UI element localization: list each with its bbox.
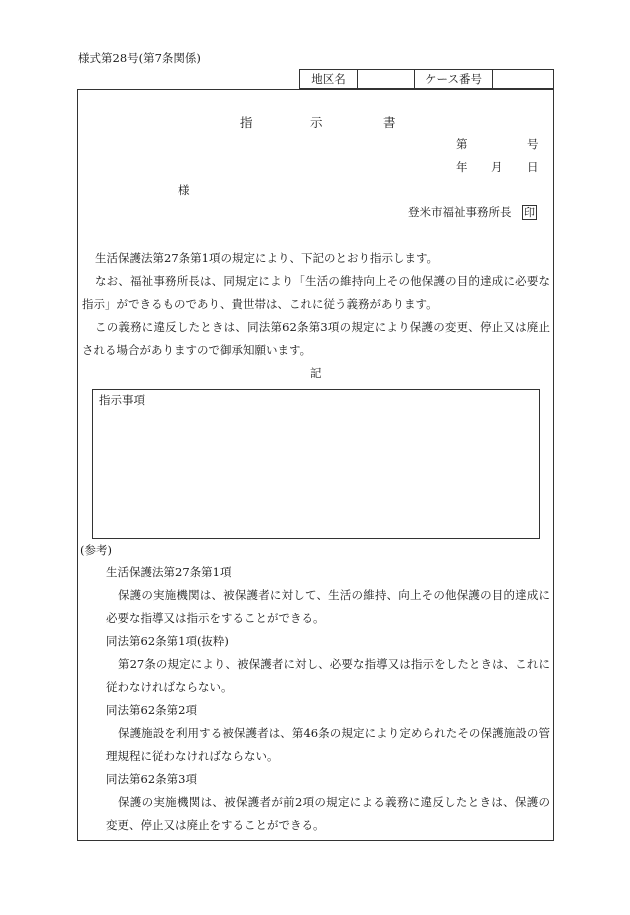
number-suffix: 号 <box>527 137 539 151</box>
ki-heading: 記 <box>310 366 322 380</box>
form-label: 様式第28号(第7条関係) <box>78 51 201 65</box>
case-number-label: ケース番号 <box>425 72 482 86</box>
recipient-suffix: 様 <box>178 183 190 197</box>
title-char-1: 指 <box>240 115 253 130</box>
article-27-line-2: 必要な指導又は指示をすることができる。 <box>106 611 325 625</box>
issuer-name: 登米市福祉事務所長 <box>408 205 512 219</box>
body-paragraph-3-line-1: この義務に違反したときは、同法第62条第3項の規定により保護の変更、停止又は廃止 <box>95 320 550 334</box>
article-62-3-line-1: 保護の実施機関は、被保護者が前2項の規定による義務に違反したときは、保護の <box>118 795 550 809</box>
article-62-2-line-1: 保護施設を利用する被保護者は、第46条の規定により定められたその保護施設の管 <box>118 726 550 740</box>
reference-heading: (参考) <box>80 543 112 557</box>
date-month: 月 <box>491 160 503 174</box>
district-value-cell[interactable] <box>357 69 414 89</box>
date-year: 年 <box>456 160 468 174</box>
body-paragraph-2-line-1: なお、福祉事務所長は、同規定により「生活の維持向上その他保護の目的達成に必要な <box>95 274 550 288</box>
article-62-1-title: 同法第62条第1項(抜粋) <box>106 634 229 648</box>
title-char-2: 示 <box>310 115 323 130</box>
article-62-2-line-2: 理規程に従わなければならない。 <box>106 749 279 763</box>
title-char-3: 書 <box>383 115 396 130</box>
case-number-value-cell[interactable] <box>492 69 554 89</box>
article-27-title: 生活保護法第27条第1項 <box>106 565 232 579</box>
article-62-3-line-2: 変更、停止又は廃止をすることができる。 <box>106 818 325 832</box>
district-label: 地区名 <box>311 72 346 86</box>
seal-box: 印 <box>524 206 535 219</box>
date-day: 日 <box>527 160 539 174</box>
article-62-2-title: 同法第62条第2項 <box>106 703 197 717</box>
case-number-label-cell <box>414 69 492 89</box>
instruction-box[interactable] <box>92 389 540 539</box>
body-paragraph-2-line-2: 指示」ができるものであり、貴世帯は、これに従う義務があります。 <box>82 297 438 311</box>
article-62-3-title: 同法第62条第3項 <box>106 772 197 786</box>
article-62-1-line-2: 従わなければならない。 <box>106 680 233 694</box>
article-27-line-1: 保護の実施機関は、被保護者に対して、生活の維持、向上その他保護の目的達成に <box>118 588 550 602</box>
district-label-cell <box>299 69 357 89</box>
body-paragraph-3-line-2: される場合がありますので御承知願います。 <box>82 343 312 357</box>
article-62-1-line-1: 第27条の規定により、被保護者に対し、必要な指導又は指示をしたときは、これに <box>118 657 550 671</box>
body-paragraph-1: 生活保護法第27条第1項の規定により、下記のとおり指示します。 <box>95 251 439 265</box>
instruction-box-label: 指示事項 <box>99 393 145 407</box>
number-prefix: 第 <box>456 137 468 151</box>
